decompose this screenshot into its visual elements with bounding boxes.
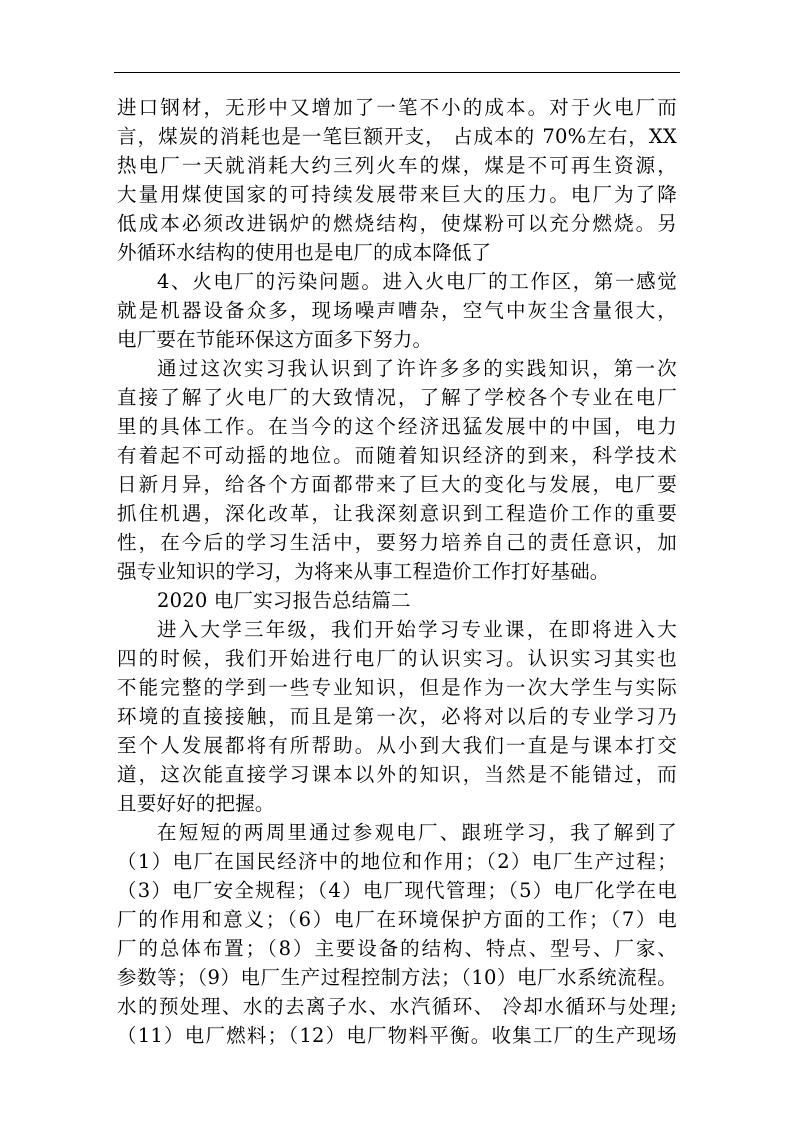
text-line: 通过这次实习我认识到了许许多多的实践知识，第一次	[157, 357, 677, 380]
text-line: 有着起不可动摇的地位。而随着知识经济的到来，科学技术	[117, 444, 677, 467]
text-line: （11）电厂燃料；（12）电厂物料平衡。收集工厂的生产现场	[117, 1024, 677, 1047]
text-line: 电厂要在节能环保这方面多下努力。	[117, 328, 433, 351]
text-line: 言，煤炭的消耗也是一笔巨额开支， 占成本的 70%左右，XX	[117, 125, 677, 148]
text-line: 日新月异，给各个方面都带来了巨大的变化与发展，电厂要	[117, 473, 677, 496]
text-line: 厂的作用和意义；（6）电厂在环境保护方面的工作；（7）电	[117, 908, 677, 931]
text-line: （1）电厂在国民经济中的地位和作用；（2）电厂生产过程；	[117, 850, 677, 873]
text-line: 进口钢材，无形中又增加了一笔不小的成本。对于火电厂而	[117, 96, 677, 119]
text-line: 抓住机遇，深化改革，让我深刻意识到工程造价工作的重要	[117, 502, 677, 525]
text-line: 外循环水结构的使用也是电厂的成本降低了	[117, 241, 492, 264]
text-line: 大量用煤使国家的可持续发展带来巨大的压力。电厂为了降	[117, 183, 677, 206]
text-line: 在短短的两周里通过参观电厂、跟班学习，我了解到了	[157, 821, 677, 844]
text-line: 且要好好的把握。	[117, 792, 275, 815]
text-line: 4、火电厂的污染问题。进入火电厂的工作区，第一感觉	[157, 270, 677, 293]
text-line: 低成本必须改进锅炉的燃烧结构，使煤粉可以充分燃烧。另	[117, 212, 677, 235]
text-line: 参数等；（9）电厂生产过程控制方法；（10）电厂水系统流程。	[117, 966, 677, 989]
text-line: 强专业知识的学习，为将来从事工程造价工作打好基础。	[117, 560, 610, 583]
text-line: 性，在今后的学习生活中，要努力培养自己的责任意识，加	[117, 531, 677, 554]
text-line: 环境的直接接触，而且是第一次，必将对以后的专业学习乃	[117, 705, 677, 728]
text-line: 里的具体工作。在当今的这个经济迅猛发展中的中国，电力	[117, 415, 677, 438]
text-line: 道，这次能直接学习课本以外的知识，当然是不能错过，而	[117, 763, 677, 786]
document-body	[117, 93, 677, 1050]
text-line: （3）电厂安全规程；（4）电厂现代管理；（5）电厂化学在电	[117, 879, 677, 902]
section-heading: 2020 电厂实习报告总结篇二	[157, 589, 411, 612]
header-rule	[114, 72, 680, 73]
text-line: 直接了解了火电厂的大致情况，了解了学校各个专业在电厂	[117, 386, 677, 409]
text-line: 四的时候，我们开始进行电厂的认识实习。认识实习其实也	[117, 647, 677, 670]
text-line: 厂的总体布置；（8）主要设备的结构、特点、型号、厂家、	[117, 937, 677, 960]
text-line: 不能完整的学到一些专业知识，但是作为一次大学生与实际	[117, 676, 677, 699]
text-line: 热电厂一天就消耗大约三列火车的煤，煤是不可再生资源，	[117, 154, 677, 177]
text-line: 就是机器设备众多，现场噪声嘈杂，空气中灰尘含量很大，	[117, 299, 677, 322]
text-line: 进入大学三年级，我们开始学习专业课，在即将进入大	[157, 618, 677, 641]
text-line: 至个人发展都将有所帮助。从小到大我们一直是与课本打交	[117, 734, 677, 757]
text-line: 水的预处理、水的去离子水、水汽循环、 冷却水循环与处理;	[117, 995, 677, 1018]
